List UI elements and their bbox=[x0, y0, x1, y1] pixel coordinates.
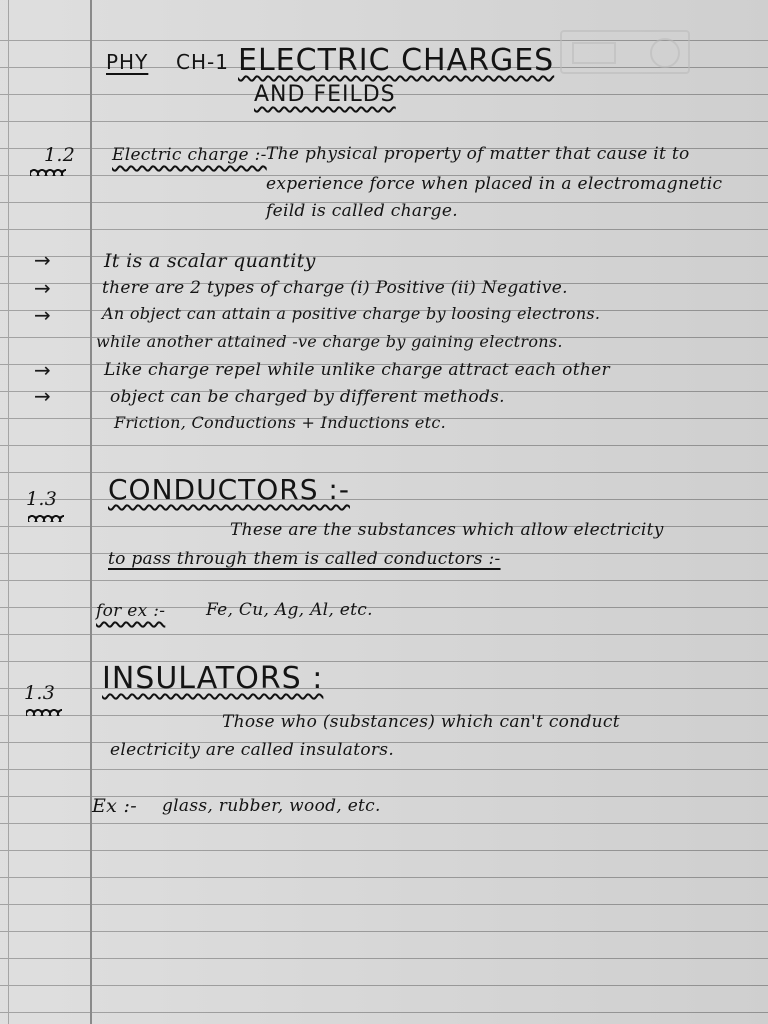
page-title-line2: AND FEILDS bbox=[254, 82, 396, 107]
section-number-underline bbox=[26, 708, 62, 716]
definition-line: electricity are called insulators. bbox=[110, 740, 395, 760]
definition-line: Those who (substances) which can't conduct bbox=[222, 712, 620, 732]
section-number-electric-charge: 1.2 bbox=[44, 144, 76, 166]
section-number-conductors: 1.3 bbox=[26, 488, 58, 510]
example-label: Ex :- bbox=[92, 795, 137, 817]
bullet-point-continued: Friction, Conductions + Inductions etc. bbox=[114, 413, 447, 432]
page-title: ELECTRIC CHARGES bbox=[238, 43, 555, 78]
bullet-point: Like charge repel while unlike charge attract each other bbox=[104, 360, 610, 380]
example-label: for ex :- bbox=[96, 601, 166, 621]
section-number-underline bbox=[28, 514, 64, 522]
arrow-bullet-icon: → bbox=[34, 276, 52, 300]
chapter-label: CH-1 bbox=[176, 50, 229, 74]
notebook-brand-stamp bbox=[560, 30, 690, 74]
example-text: Fe, Cu, Ag, Al, etc. bbox=[206, 600, 373, 620]
margin-line bbox=[90, 0, 92, 1024]
definition-line: experience force when placed in a electromagnetic bbox=[266, 174, 723, 194]
section-number-underline bbox=[30, 168, 66, 176]
bullet-point: there are 2 types of charge (i) Positive (ii) Negative. bbox=[102, 278, 568, 298]
page-edge-line bbox=[8, 0, 9, 1024]
section-heading-insulators: INSULATORS : bbox=[102, 661, 324, 696]
definition-line: The physical property of matter that cause it to bbox=[266, 144, 690, 164]
arrow-bullet-icon: → bbox=[34, 248, 52, 272]
bullet-point: It is a scalar quantity bbox=[104, 250, 316, 272]
definition-line: feild is called charge. bbox=[266, 201, 458, 221]
section-heading-electric-charge: Electric charge :- bbox=[112, 145, 267, 165]
bullet-point: object can be charged by different methods. bbox=[110, 387, 505, 407]
arrow-bullet-icon: → bbox=[34, 384, 52, 408]
bullet-point: An object can attain a positive charge by loosing electrons. bbox=[102, 304, 601, 323]
subject-label: PHY bbox=[106, 50, 149, 74]
definition-line: These are the substances which allow electricity bbox=[230, 520, 664, 540]
example-text: glass, rubber, wood, etc. bbox=[162, 796, 381, 816]
definition-line: to pass through them is called conductors :- bbox=[108, 549, 501, 569]
section-heading-conductors: CONDUCTORS :- bbox=[108, 473, 350, 506]
arrow-bullet-icon: → bbox=[34, 303, 52, 327]
section-number-insulators: 1.3 bbox=[24, 682, 56, 704]
bullet-point-continued: while another attained -ve charge by gaining electrons. bbox=[96, 332, 563, 351]
arrow-bullet-icon: → bbox=[34, 358, 52, 382]
